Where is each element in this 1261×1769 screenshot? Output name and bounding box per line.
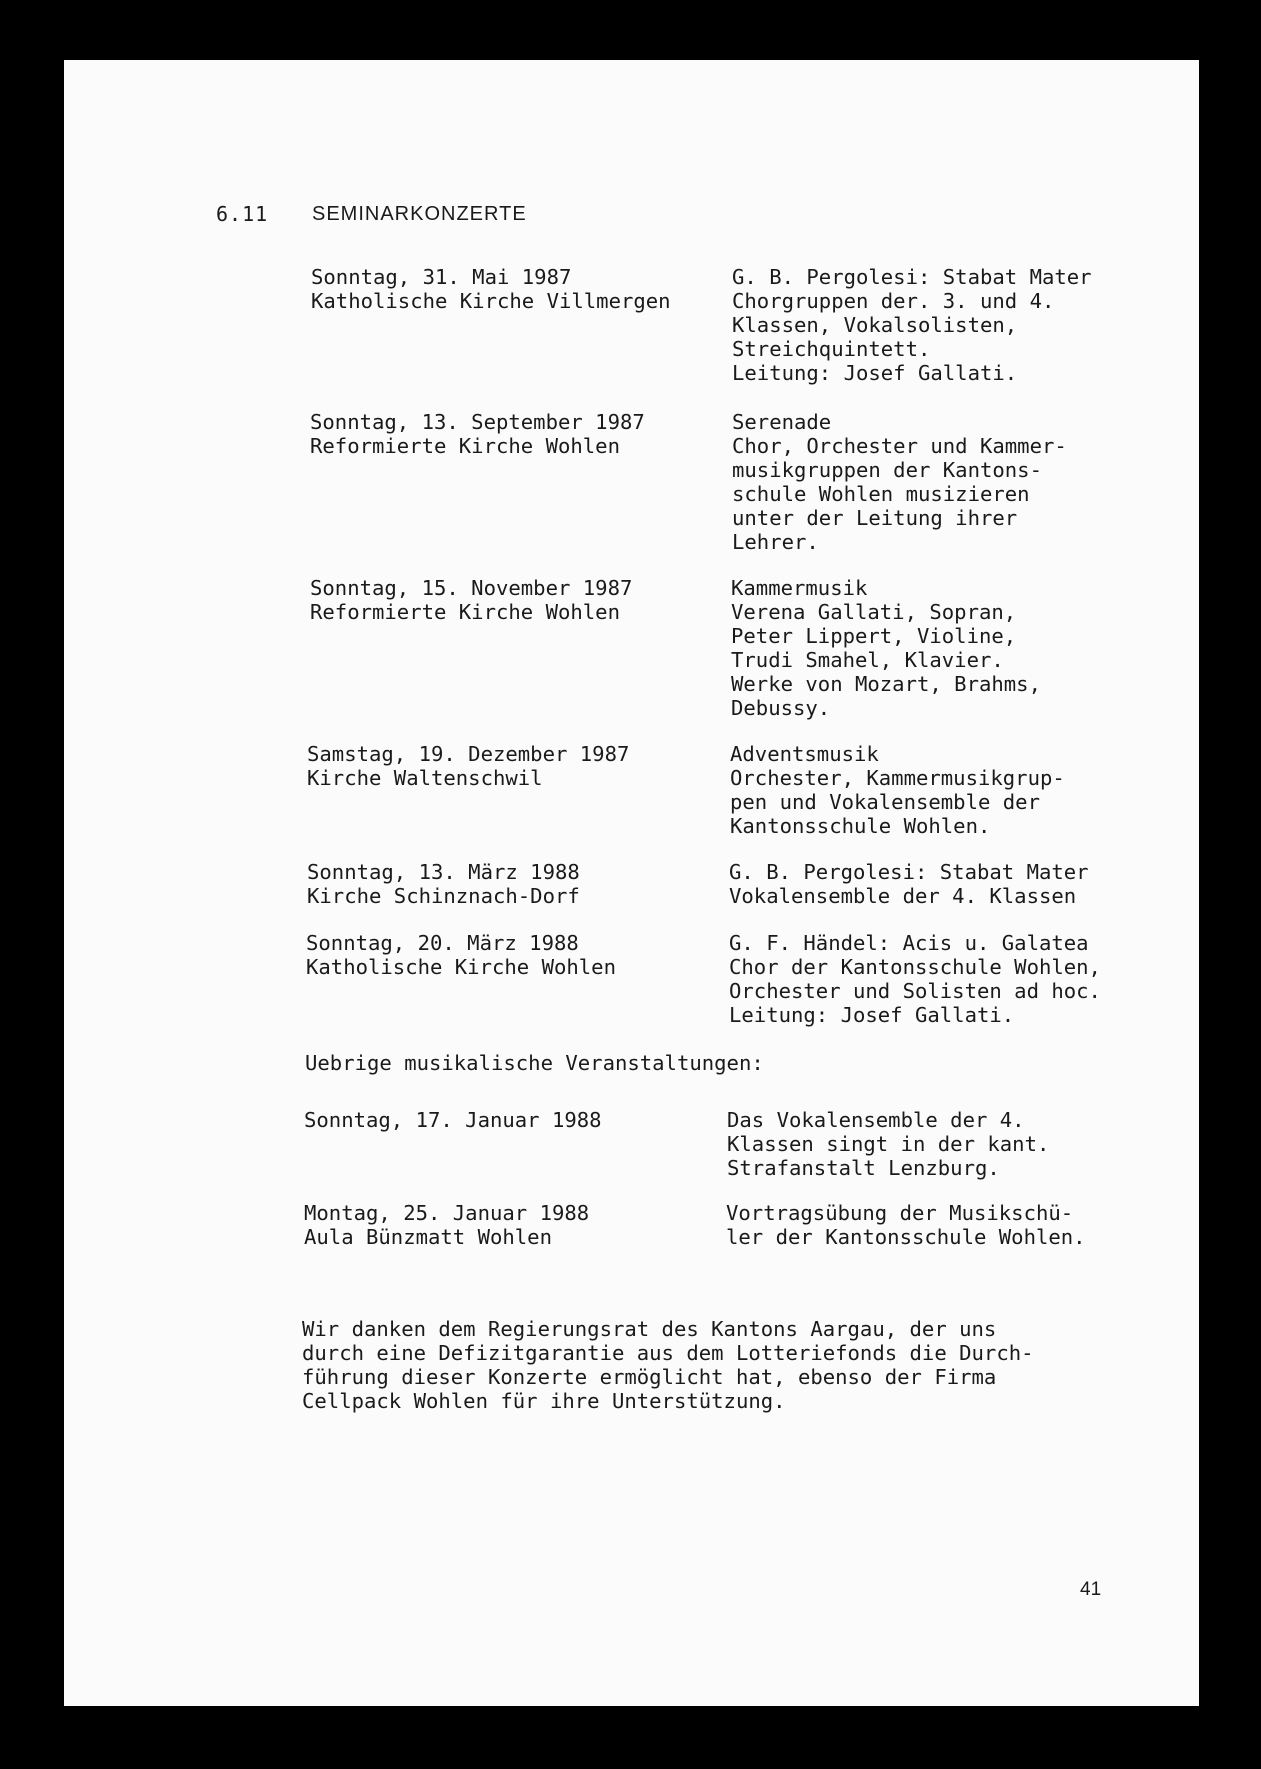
paragraph-line: durch eine Defizitgarantie aus dem Lotteriefonds die Durch-	[302, 1341, 1034, 1365]
event-description-line: Strafanstalt Lenzburg.	[727, 1156, 1000, 1180]
section-title: SEMINARKONZERTE	[312, 203, 527, 225]
event-description-line: Klassen singt in der kant.	[727, 1132, 1050, 1156]
concert-program-line: Peter Lippert, Violine,	[731, 624, 1017, 648]
concert-program-line: Chorgruppen der. 3. und 4.	[732, 289, 1055, 313]
concert-program-line: Verena Gallati, Sopran,	[731, 600, 1017, 624]
concert-program-line: G. B. Pergolesi: Stabat Mater	[729, 860, 1089, 884]
concert-program-line: Kantonsschule Wohlen.	[730, 814, 991, 838]
concert-program-line: Orchester und Solisten ad hoc.	[729, 979, 1101, 1003]
event-date: Sonntag, 17. Januar 1988	[304, 1108, 602, 1132]
concert-program-line: Chor der Kantonsschule Wohlen,	[729, 955, 1101, 979]
other-events-heading: Uebrige musikalische Veranstaltungen:	[305, 1051, 764, 1075]
concert-venue: Katholische Kirche Wohlen	[306, 955, 616, 979]
event-description-line: Vortragsübung der Musikschü-	[726, 1201, 1074, 1225]
concert-program-line: Chor, Orchester und Kammer-	[732, 434, 1067, 458]
concert-date: Sonntag, 13. März 1988	[307, 860, 580, 884]
concert-program-line: musikgruppen der Kantons-	[732, 458, 1042, 482]
concert-program-line: pen und Vokalensemble der	[730, 790, 1040, 814]
concert-date: Samstag, 19. Dezember 1987	[307, 742, 630, 766]
concert-date: Sonntag, 31. Mai 1987	[311, 265, 572, 289]
concert-program-line: Leitung: Josef Gallati.	[729, 1003, 1015, 1027]
concert-program-line: Orchester, Kammermusikgrup-	[730, 766, 1065, 790]
concert-program-line: Kammermusik	[731, 576, 868, 600]
concert-program-line: Serenade	[732, 410, 832, 434]
concert-date: Sonntag, 15. November 1987	[310, 576, 633, 600]
paragraph-line: Wir danken dem Regierungsrat des Kantons Aargau, der uns	[302, 1317, 997, 1341]
concert-venue: Kirche Schinznach-Dorf	[307, 884, 580, 908]
page-number: 41	[1080, 1579, 1102, 1600]
concert-venue: Reformierte Kirche Wohlen	[310, 434, 620, 458]
concert-program-line: Vokalensemble der 4. Klassen	[729, 884, 1077, 908]
concert-program-line: Streichquintett.	[732, 337, 931, 361]
concert-program-line: Lehrer.	[732, 530, 819, 554]
event-venue: Aula Bünzmatt Wohlen	[304, 1225, 552, 1249]
concert-program-line: Leitung: Josef Gallati.	[732, 361, 1018, 385]
concert-program-line: schule Wohlen musizieren	[732, 482, 1030, 506]
paragraph-line: führung dieser Konzerte ermöglicht hat, ebenso der Firma	[302, 1365, 997, 1389]
section-number: 6.11	[216, 202, 269, 226]
concert-date: Sonntag, 13. September 1987	[310, 410, 645, 434]
concert-program-line: Trudi Smahel, Klavier.	[731, 648, 1004, 672]
concert-venue: Katholische Kirche Villmergen	[311, 289, 671, 313]
concert-date: Sonntag, 20. März 1988	[306, 931, 579, 955]
paragraph-line: Cellpack Wohlen für ihre Unterstützung.	[302, 1389, 786, 1413]
concert-program-line: Werke von Mozart, Brahms,	[731, 672, 1041, 696]
concert-program-line: unter der Leitung ihrer	[732, 506, 1018, 530]
event-date: Montag, 25. Januar 1988	[304, 1201, 590, 1225]
concert-program-line: Klassen, Vokalsolisten,	[732, 313, 1018, 337]
concert-venue: Reformierte Kirche Wohlen	[310, 600, 620, 624]
concert-venue: Kirche Waltenschwil	[307, 766, 543, 790]
concert-program-line: Adventsmusik	[730, 742, 879, 766]
concert-program-line: G. F. Händel: Acis u. Galatea	[729, 931, 1089, 955]
concert-program-line: Debussy.	[731, 696, 831, 720]
event-description-line: ler der Kantonsschule Wohlen.	[726, 1225, 1086, 1249]
event-description-line: Das Vokalensemble der 4.	[727, 1108, 1025, 1132]
concert-program-line: G. B. Pergolesi: Stabat Mater	[732, 265, 1092, 289]
document-page	[64, 60, 1199, 1706]
